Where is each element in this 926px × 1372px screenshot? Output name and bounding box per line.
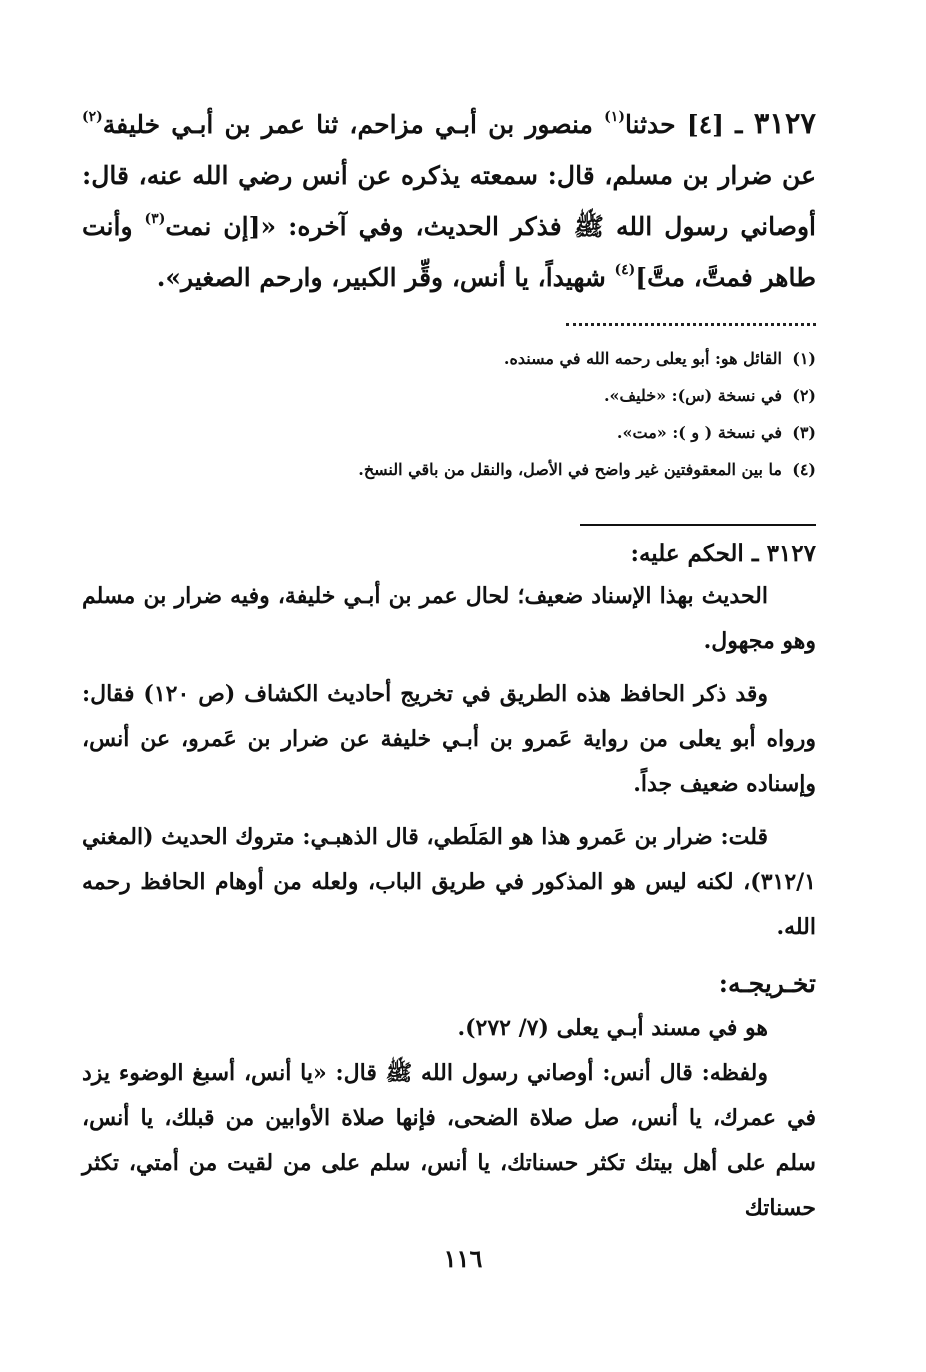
takhrij-paragraph-2: ولفظه: قال أنس: أوصاني رسول الله ﷺ قال: «يا أنس، أسبغ الوضوء يزد في عمرك، يا أنس، صل صلاة الضحى، فإنها صلاة الأوابين من قبلك، يا أنس، سلم على أهل بيتك تكثر حسناتك، يا أنس، سلم على من لقيت من أمتي، تكثر حسناتك [82, 1060, 816, 1221]
hadith-text [82, 98, 816, 303]
footnote-text: في نسخة ( و ): «مت». [616, 423, 782, 442]
footnote-ref-3: (٣) [144, 211, 166, 227]
narration-chain-1: منصور بن أبـي مزاحم، ثنا عمر بن أبـي خليفة [102, 110, 605, 139]
footnote-text: ما بين المعقوفتين غير واضح في الأصل، والنقل من باقي النسخ. [358, 460, 782, 479]
footnote-number: (٢) [792, 386, 816, 405]
footnote-item [82, 414, 816, 451]
takhrij-heading: تخـريجـه: [718, 969, 816, 998]
section-divider [580, 524, 816, 526]
narration-start: حدثنا [624, 110, 676, 139]
ruling-paragraph-3: قلت: ضرار بن عَمرو هذا هو المَلَطي، قال الذهبـي: متروك الحديث (المغني ٣١٢/١)، لكنه ليس هو المذكور في طريق الباب، ولعله من أوهام الحافظ رحمه الله. [82, 824, 816, 940]
footnote-item [82, 340, 816, 377]
ruling-heading: ٣١٢٧ ـ الحكم عليه: [630, 540, 816, 567]
page-number: ١١٦ [443, 1244, 483, 1273]
footnote-text: القائل هو: أبو يعلى رحمه الله في مسنده. [503, 349, 782, 368]
footnote-number: (٣) [792, 423, 816, 442]
footnote-number: (٤) [792, 460, 816, 479]
narration-chain-4: شهيداً، يا أنس، وقِّر الكبير، وارحم الصغير». [156, 263, 615, 292]
ruling-paragraph-2: وقد ذكر الحافظ هذه الطريق في تخريج أحاديث الكشاف (ص ١٢٠) فقال: ورواه أبو يعلى من رواية عَمرو بن أبـي خليفة عن ضرار بن عَمرو، عن أنس، وإسناده ضعيف جداً. [82, 681, 816, 797]
narration-chain-3: وأنت طاهر فمتَّ، متَّ] [82, 212, 816, 292]
hadith-number: ٣١٢٧ [753, 106, 816, 140]
ruling-paragraph-1: الحديث بهذا الإسناد ضعيف؛ لحال عمر بن أبـي خليفة، وفيه ضرار بن مسلم وهو مجهول. [82, 583, 816, 654]
takhrij-paragraph-1: هو في مسند أبـي يعلى (٧/ ٢٧٢). [457, 1015, 768, 1041]
footnote-text: في نسخة (س): «خليف». [603, 386, 782, 405]
footnote-ref-2: (٢) [82, 109, 103, 125]
footnotes-list [82, 340, 816, 488]
hadith-index: ـ [٤] [686, 110, 743, 139]
footnote-item [82, 377, 816, 414]
footnote-separator [566, 323, 816, 326]
narration-chain-2: عن ضرار بن مسلم، قال: سمعته يذكره عن أنس رضي الله عنه، قال: أوصاني رسول الله ﷺ فذكر الحديث، وفي آخره: «[إن نمت [82, 161, 816, 241]
footnote-item [82, 451, 816, 488]
footnote-ref-1: (١) [604, 109, 625, 125]
footnote-number: (١) [792, 349, 816, 368]
footnote-ref-4: (٤) [614, 262, 636, 278]
